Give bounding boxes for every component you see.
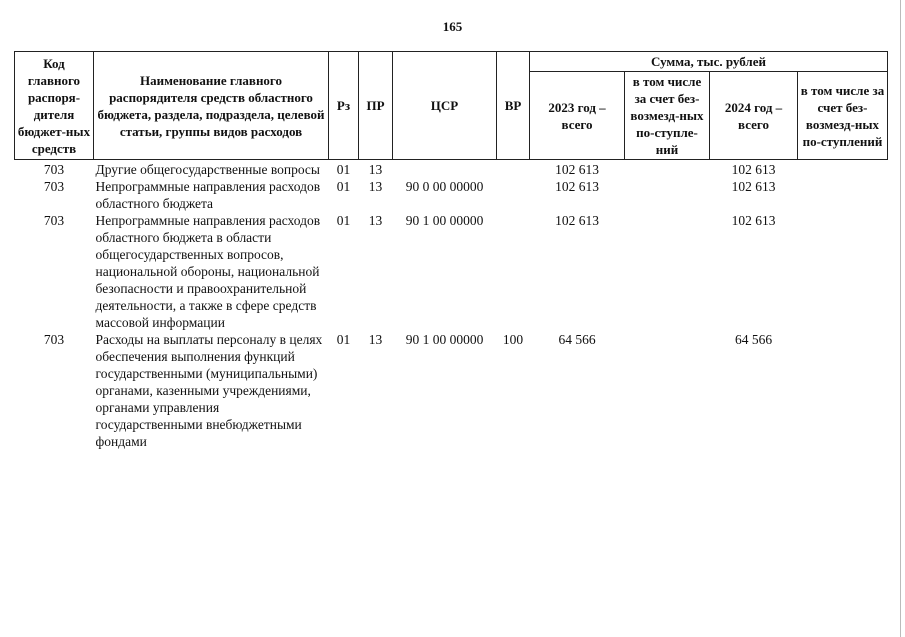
cell-2023-total: 102 613: [555, 213, 599, 228]
header-2024-gratuitous: в том числе за счет без-возмезд-ных по-ступлений: [798, 72, 888, 160]
header-pr: ПР: [359, 52, 393, 160]
header-vr: ВР: [497, 52, 530, 160]
cell-2024-total: 102 613: [731, 162, 776, 177]
header-name: Наименование главного распорядителя средств областного бюджета, раздела, подраздела, целевой статьи, группы видов расходов: [94, 52, 329, 160]
cell-2023-gratuitous: [625, 160, 710, 179]
cell-pr: 13: [368, 332, 383, 347]
cell-2024-gratuitous: [798, 178, 888, 212]
table-header: [15, 52, 888, 160]
cell-name: Расходы на выплаты персоналу в целях обеспечения выполнения функций государственными (муниципальными) органами, казенными учреждениями, органами управления государственными внебюджетными фондами: [95, 332, 323, 449]
cell-2023-gratuitous: [625, 212, 710, 331]
header-sum-group: Сумма, тыс. рублей: [530, 52, 888, 72]
cell-pr: 13: [368, 179, 383, 194]
cell-2024-gratuitous: [798, 331, 888, 450]
cell-2024-total: 102 613: [731, 179, 776, 194]
cell-rz: 01: [336, 179, 351, 194]
cell-2024-total: 102 613: [731, 213, 776, 228]
cell-code: 703: [43, 213, 65, 228]
header-csr: ЦСР: [393, 52, 497, 160]
cell-2024-gratuitous: [798, 212, 888, 331]
cell-2023-gratuitous: [625, 178, 710, 212]
table-body: [15, 160, 888, 451]
header-2023-gratuitous: в том числе за счет без-возмезд-ных по-ступле-ний: [625, 72, 710, 160]
cell-pr: 13: [368, 162, 383, 177]
table-row: [15, 178, 888, 212]
header-2024-total: 2024 год – всего: [710, 72, 798, 160]
cell-csr: [393, 160, 497, 179]
cell-csr: 90 1 00 00000: [405, 332, 484, 347]
cell-2024-gratuitous: [798, 160, 888, 179]
header-code: Код главного распоря-дителя бюджет-ных средств: [15, 52, 94, 160]
header-2023-total: 2023 год – всего: [530, 72, 625, 160]
budget-table: [14, 51, 888, 450]
cell-name: Другие общегосударственные вопросы: [95, 162, 320, 177]
header-rz: Рз: [329, 52, 359, 160]
cell-code: 703: [43, 179, 65, 194]
table-row: [15, 160, 888, 179]
table-row: [15, 212, 888, 331]
cell-2023-total: 64 566: [558, 332, 596, 347]
cell-csr: 90 0 00 00000: [405, 179, 484, 194]
page-number: 165: [442, 19, 463, 34]
cell-name: Непрограммные направления расходов областного бюджета: [95, 179, 321, 211]
table-row: [15, 331, 888, 450]
cell-name: Непрограммные направления расходов областного бюджета в области общегосударственных вопросов, национальной обороны, национальной безопасности и правоохранительной деятельности, а также в сфере средств массовой информации: [95, 213, 321, 330]
cell-pr: 13: [368, 213, 383, 228]
cell-2023-total: 102 613: [555, 179, 599, 194]
cell-vr: 100: [502, 332, 524, 347]
cell-csr: 90 1 00 00000: [405, 213, 484, 228]
cell-2024-total: 64 566: [734, 332, 773, 347]
cell-vr: [497, 212, 530, 331]
cell-rz: 01: [336, 162, 351, 177]
cell-code: 703: [43, 162, 65, 177]
cell-vr: [497, 178, 530, 212]
page-edge-line: [900, 0, 901, 637]
cell-vr: [497, 160, 530, 179]
cell-code: 703: [43, 332, 65, 347]
cell-2023-gratuitous: [625, 331, 710, 450]
cell-2023-total: 102 613: [555, 162, 599, 177]
cell-rz: 01: [336, 213, 351, 228]
cell-rz: 01: [336, 332, 351, 347]
header-row-1: [15, 52, 888, 72]
